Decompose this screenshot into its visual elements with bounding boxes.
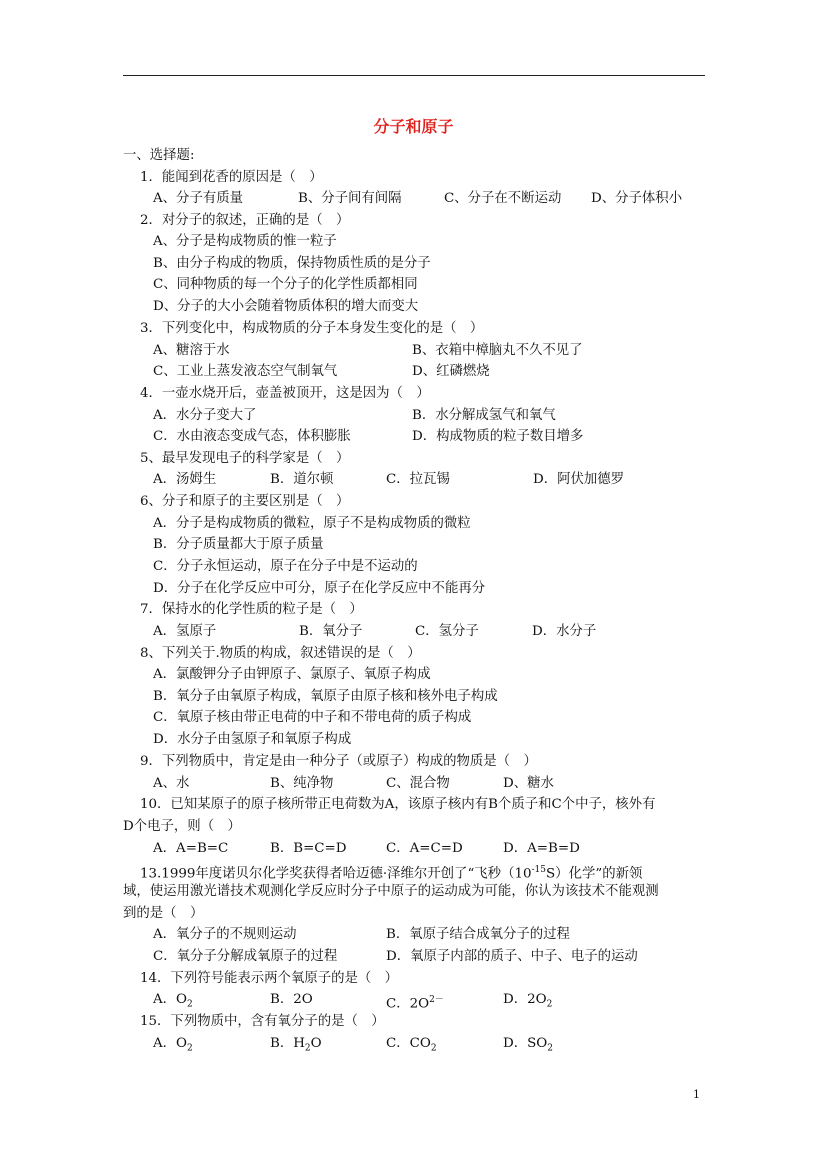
question-13-stem-line-1 [140,861,642,883]
section-heading: 一、选择题: [123,148,195,163]
question-1-option-d: D、分子体积小 [591,191,683,206]
question-15-option-c [386,1035,437,1058]
question-1-option-c: C、分子在不断运动 [444,191,562,206]
question-13-option-d: D．氧原子内部的质子、中子、电子的运动 [386,949,638,964]
question-2-option-b: B、由分子构成的物质，保持物质性质的是分子 [153,256,431,271]
question-4-option-b: B．水分解成氢气和氧气 [412,408,556,423]
question-13-stem-line-2: 域，使运用激光谱技术观测化学反应时分子中原子的运动成为可能，你认为该技术不能观测 [123,884,659,899]
question-14-option-d [503,991,552,1014]
question-15-option-a-text: A．O [153,1036,188,1051]
question-9-option-c: C、混合物 [386,776,450,791]
question-14-option-d-text: D．2O [503,992,547,1007]
question-9-option-b: B、纯净物 [270,776,334,791]
question-4-stem: 4．一壶水烧开后，壶盖被顶开，这是因为（ ） [140,386,430,401]
question-15-option-d [503,1035,553,1058]
question-9-option-a: A、水 [153,776,190,791]
question-6-option-c: C．分子永恒运动，原子在分子中是不运动的 [153,559,418,574]
question-15-stem: 15．下列物质中，含有氧分子的是（ ） [140,1014,385,1029]
question-8-option-d: D．水分子由氢原子和氧原子构成 [153,732,352,747]
question-10-stem-line-1: 10．已知某原子的原子核所带正电荷数为A，该原子核内有B个质子和C个中子，核外有 [140,797,656,812]
question-5-option-c: C．拉瓦锡 [386,472,450,487]
question-5-option-b: B．道尔顿 [270,472,334,487]
question-13-stem-line-3: 到的是（ ） [123,906,204,921]
question-15-option-c-text: C．CO [386,1036,431,1051]
question-13-option-b: B．氧原子结合成氧分子的过程 [386,927,570,942]
document-title: 分子和原子 [373,117,454,136]
question-10-stem-line-2: D个电子，则（ ） [123,819,241,834]
question-2-option-d: D、分子的大小会随着物质体积的增大而变大 [153,299,419,314]
question-3-option-d: D、红磷燃烧 [412,364,490,379]
question-10-option-d: D．A=B=D [503,841,580,856]
question-7-option-c: C．氢分子 [415,624,479,639]
question-9-option-d: D、糖水 [503,776,554,791]
question-13-stem-part-2: S）化学”的新领 [546,866,643,882]
question-4-option-d: D．构成物质的粒子数目增多 [412,429,584,444]
question-6-option-a: A．分子是构成物质的微粒，原子不是构成物质的微粒 [153,516,471,531]
question-15-option-a-subscript: 2 [187,1043,193,1054]
question-14-option-c [386,991,444,1013]
question-2-option-a: A、分子是构成物质的惟一粒子 [153,234,337,249]
question-13-option-c: C．氧分子分解成氧原子的过程 [153,949,338,964]
question-3-option-c: C、工业上蒸发液态空气制氧气 [153,364,338,379]
question-3-option-a: A、糖溶于水 [153,343,230,358]
question-8-option-c: C．氧原子核由带正电荷的中子和不带电荷的质子构成 [153,710,472,725]
header-rule [123,75,705,76]
question-1-option-b: B、分子间有间隔 [298,191,402,206]
question-4-option-c: C．水由液态变成气态，体积膨胀 [153,429,351,444]
question-4-option-a: A．水分子变大了 [153,408,257,423]
question-15-option-b-text: B．H [270,1036,305,1051]
question-7-stem: 7．保持水的化学性质的粒子是（ ） [140,602,363,617]
question-14-option-a-subscript: 2 [187,999,193,1010]
question-14-option-a [153,991,193,1014]
question-7-option-d: D．水分子 [532,624,597,639]
question-14-option-c-superscript: 2－ [429,995,444,1005]
question-6-stem: 6、分子和原子的主要区别是（ ） [140,494,350,509]
question-14-stem: 14．下列符号能表示两个氧原子的是（ ） [140,971,399,986]
question-8-stem: 8、下列关于.物质的构成，叙述错误的是（ ） [140,646,421,661]
question-15-option-b [270,1035,322,1058]
page-number: 1 [693,1088,700,1101]
question-2-stem: 2．对分子的叙述，正确的是（ ） [140,213,350,228]
question-13-exponent: -15 [531,865,546,875]
question-8-option-a: A．氯酸钾分子由钾原子、氯原子、氧原子构成 [153,667,431,682]
question-5-option-d: D．阿伏加德罗 [533,472,625,487]
question-7-option-b: B．氧分子 [299,624,363,639]
question-14-option-b: B．2O [270,992,313,1007]
question-6-option-d: D．分子在化学反应中可分，原子在化学反应中不能再分 [153,581,486,596]
question-2-option-c: C、同种物质的每一个分子的化学性质都相同 [153,277,418,292]
question-6-option-b: B．分子质量都大于原子质量 [153,537,324,552]
question-14-option-c-text: C．2O [386,996,430,1012]
question-8-option-b: B．氧分子由氧原子构成，氧原子由原子核和核外电子构成 [153,689,498,704]
question-10-option-c: C．A=C=D [386,841,463,856]
question-5-stem: 5、最早发现电子的科学家是（ ） [140,451,350,466]
question-15-option-d-subscript: 2 [547,1043,554,1054]
question-1-option-a: A、分子有质量 [153,191,244,206]
question-14-option-a-text: A．O [153,992,188,1007]
question-15-option-d-text: D．SO [503,1036,548,1051]
question-14-option-d-subscript: 2 [546,999,553,1010]
question-15-option-a [153,1035,193,1058]
question-10-option-b: B．B=C=D [270,841,347,856]
question-5-option-a: A．汤姆生 [153,472,217,487]
question-15-option-b-subscript: 2 [304,1043,311,1054]
question-15-option-b-text-end: O [310,1036,322,1051]
question-7-option-a: A．氢原子 [153,624,217,639]
question-3-stem: 3．下列变化中，构成物质的分子本身发生变化的是（ ） [140,321,484,336]
question-13-option-a: A．氧分子的不规则运动 [153,927,297,942]
question-15-option-c-subscript: 2 [430,1043,437,1054]
question-1-stem: 1．能闻到花香的原因是（ ） [140,170,323,185]
question-13-stem-part-1: 13.1999年度诺贝尔化学奖获得者哈迈德·泽维尔开创了“飞秒（10 [140,866,532,882]
question-10-option-a: A．A=B=C [153,841,229,856]
question-3-option-b: B、衣箱中樟脑丸不久不见了 [412,343,583,358]
question-9-stem: 9．下列物质中，肯定是由一种分子（或原子）构成的物质是（ ） [140,754,537,769]
